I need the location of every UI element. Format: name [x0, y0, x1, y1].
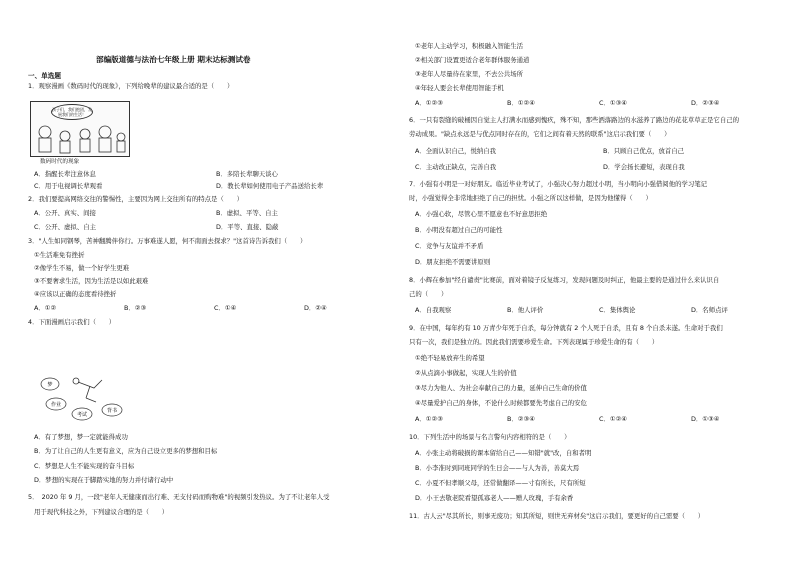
q1-option-a: A．指醒长辈注意休息: [34, 170, 96, 178]
q7-option-a: A．小强心软，尽管心里不愿意也不好意思拒绝: [415, 210, 548, 218]
family-figures-icon: [31, 102, 129, 156]
q8-option-a: A．自我观察: [415, 306, 452, 314]
q9-option-b: B．②③④: [507, 415, 535, 423]
q5-option-c: C．①③④: [599, 99, 628, 107]
q8-option-c: C．集体舆论: [599, 306, 636, 314]
q4-option-b: B．为了让自己的人生更有意义，应为自己设立更多的梦想和目标: [34, 447, 218, 455]
q10-option-d: D．小王去敬老院看望孤寡老人——赠人玫瑰，手有余香: [415, 494, 574, 502]
dream-label-dream: 梦: [47, 382, 53, 388]
comic-caption: 数码时代的现象: [40, 159, 80, 165]
question-10: 10．下列生活中的场景与名言警句内容相符的是（ ）: [409, 433, 571, 441]
q6-option-c: C．主动改正缺点，完善自我: [415, 163, 497, 171]
q10-option-a: A．小张主动将破损的课本留给自己——知错"就"改，自和者明: [415, 449, 592, 457]
comic-illustration: [30, 101, 130, 157]
q2-option-a: A．公开、真实、间接: [34, 209, 96, 217]
q5-statement-3: ③老年人尽量待在家里，不去公共场所: [415, 70, 523, 78]
q2-option-d: D．平等、直接、隐蔽: [216, 223, 279, 231]
q3-option-c: C．①④: [214, 304, 237, 312]
dream-label-homework: 作业: [50, 402, 62, 408]
question-7: 7．小强有小明是一对好朋友。临近毕业考试了，小强决心努力超过小明，当小明向小强借阅他的学习笔记: [409, 180, 708, 188]
q7-option-d: D．朋友拒绝不需要讲原则: [415, 258, 491, 266]
q5-statement-1: ①老年人主动学习，积极融入智能生活: [415, 42, 523, 50]
q3-option-b: B．②③: [124, 304, 147, 312]
q3-option-a: A．①②: [34, 304, 57, 312]
q8-option-d: D．名师点评: [691, 306, 728, 314]
question-8-cont: 己的（ ）: [409, 290, 448, 298]
question-5-cont: 用于现代科技之外，下列建议合理的是（ ）: [34, 508, 169, 516]
q7-option-b: B．小明没有超过自己的可能性: [415, 226, 503, 234]
q9-option-a: A．①②③: [415, 415, 443, 423]
question-6: 6．一只有裂缝的破桶因自觉主人打满水而感到愧疚，殊不知，那些洒落路边的水滋养了路边的花花草草正是它自己的: [409, 116, 739, 124]
person-figure-icon: [78, 380, 102, 402]
q5-option-b: B．①②④: [507, 99, 535, 107]
dream-label-recite: 背书: [106, 408, 118, 414]
question-11: 11．古人云"尽其所长，则事无废功；知其所短，则世无弃材矣"这启示我们，要更好的自己需要（ ）: [409, 512, 705, 520]
q3-option-d: D．②④: [304, 304, 327, 312]
question-4: 4．下面漫画启示我们（ ）: [28, 318, 116, 326]
dream-label-exam: 考试: [76, 412, 88, 418]
q9-option-d: D．①③④: [691, 415, 720, 423]
question-9: 9．在中国，每年约有 10 万青少年死于自杀，每分钟就有 2 个人死于自杀，且有 8 个自杀未遂。生命对于我们: [409, 324, 723, 332]
q3-statement-3: ③不要奢求生活，因为生活是以如此艰难: [34, 277, 149, 285]
q2-option-c: C．公开、虚拟、自主: [34, 223, 96, 231]
q6-option-b: B．只顾自己优点，放首自己: [603, 147, 685, 155]
right-page: [397, 0, 794, 562]
question-8: 8．小辉在参加"经自谴责"比赛前，面对着镜子反复练习，发现问题及时纠正，他最主要的是通过什么来认识自: [409, 276, 720, 284]
q4-option-d: D．梦想的实现在于脚踏实地的努力并付诸行动中: [34, 476, 174, 484]
q1-option-c: C．用于电视调长辈观看: [34, 182, 103, 190]
q8-option-b: B．他人评价: [507, 306, 544, 314]
q10-option-c: C．小夏不但孝顺父母，还常做翻译——寸有所长，尺有所短: [415, 479, 586, 487]
q3-statement-4: ④应该以正确的态度看待挫折: [34, 290, 117, 298]
q2-option-b: B．虚拟、平等、自主: [216, 209, 278, 217]
question-6-cont: 劳动成果。"缺点永远是与优点同时存在的，它们之间有着天然的联系"这启示我们要（ ）: [409, 130, 671, 138]
question-9-cont: 只有一次，我们是独立的。因此我们需要珍爱生命。下列表现属于珍爱生命的有（ ）: [409, 338, 659, 346]
q10-option-b: B．小李准时到同班同学的生日会——与人为善，善莫大焉: [415, 464, 580, 472]
q5-option-d: D．②③④: [691, 99, 720, 107]
question-5: 5． 2020 年 9 月，一段"老年人无健康而出行难、无支付码而购物难"的视频引发热议。为了不让老年人受: [28, 493, 330, 501]
q3-statement-2: ②像学生不易，做一个好学生更难: [34, 264, 130, 272]
q5-option-a: A．①②③: [415, 99, 443, 107]
q1-option-d: D．教长辈如何使用电子产品送给长辈: [216, 182, 324, 190]
q9-option-c: C．①②④: [599, 415, 628, 423]
section-heading: 一、单选题: [28, 72, 61, 80]
q4-option-a: A．有了梦想，梦一定就能得成功: [34, 433, 128, 441]
q9-statement-2: ②从点滴小事做起，实现人生的价值: [415, 369, 517, 377]
q5-statement-4: ④年轻人要会长辈使用智能手机: [415, 84, 504, 92]
q1-option-b: B．多陪长辈聊天谈心: [216, 170, 278, 178]
question-2: 2．我们要提高网络交往的警惕性，主要因为网上交往所有的特点是（ ）: [28, 195, 243, 203]
q6-option-a: A．全面认识自己，悦纳自我: [415, 147, 497, 155]
q4-option-c: C．梦想是人生不能实现的奋斗目标: [34, 462, 135, 470]
speech-bubble: 孩子们，我们抱团，发展我们的生活！: [51, 104, 93, 120]
question-1: 1．观察漫画《数码时代的现象》，下列给晚辈的建议最合适的是（ ）: [28, 82, 234, 90]
q3-statement-1: ①生活难免有挫折: [34, 251, 85, 259]
q7-option-c: C．竞争与友谊并不矛盾: [415, 242, 484, 250]
q9-statement-3: ③尽力为他人、为社会奉献自己的力量，延伸自己生命的价值: [415, 384, 587, 392]
dream-illustration: [38, 374, 128, 426]
page-title: 部编版道德与法治七年级上册 期末达标测试卷: [96, 55, 251, 64]
q9-statement-1: ①绝不轻易放弃生的希望: [415, 354, 485, 362]
q9-statement-4: ④尽量爱护自己的身体，不论什么时候都要先考虑自己的安危: [415, 399, 587, 407]
q6-option-d: D．学会扬长避短，表现自我: [603, 163, 685, 171]
question-3: 3．"人生如同钢琴，苦神翻腾伴你行。万事难遂人愿，何不南面去探求？"这首诗告诉我们（ ）: [28, 237, 307, 245]
question-7-cont: 时，小强觉得全非常地拒绝了自己的担忧。小强之所以这样做，是因为他懂得（ ）: [409, 194, 652, 202]
q5-statement-2: ②相关部门设置更适合老年群体服务通道: [415, 56, 530, 64]
